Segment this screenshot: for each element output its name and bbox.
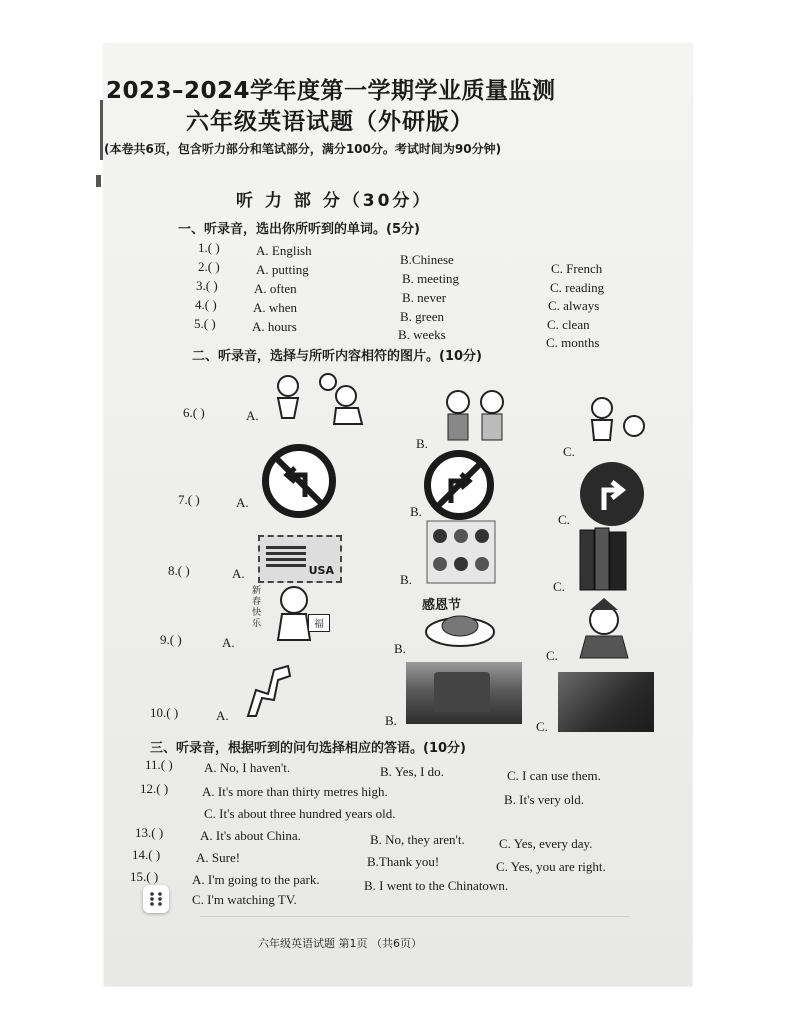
q6-label-b: B. — [416, 436, 428, 451]
q7-label-c: C. — [558, 512, 570, 527]
q3-option-a: A. often — [254, 281, 297, 296]
q10-label-a: A. — [216, 708, 229, 723]
q2-option-a: A. putting — [256, 262, 309, 277]
q9-number: 9.( ) — [160, 632, 182, 647]
q8-image-a-usa-stamp — [258, 535, 342, 583]
q12-option-a: A. It's more than thirty metres high. — [202, 784, 388, 799]
q1-option-b: B.Chinese — [400, 252, 454, 267]
q13-option-c: C. Yes, every day. — [499, 836, 593, 851]
q11-number: 11.( ) — [145, 757, 173, 772]
q7-image-a-no-left-turn-sign — [262, 444, 336, 518]
q15-option-a: A. I'm going to the park. — [192, 872, 320, 887]
q1-option-a: A. English — [256, 243, 312, 258]
fu-badge: 福 — [308, 614, 330, 632]
q8-number: 8.( ) — [168, 563, 190, 578]
q6-image-c-kids-cleaning — [582, 392, 654, 452]
q9-label-a: A. — [222, 635, 235, 650]
q15-option-c: C. I'm watching TV. — [192, 892, 297, 907]
exam-subtitle: 六年级英语试题（外研版） — [186, 109, 474, 135]
q4-number: 4.( ) — [195, 297, 217, 312]
part1-heading: 一、听录音，选出你所听到的单词。(5分) — [178, 222, 420, 237]
q10-label-c: C. — [536, 719, 548, 734]
page-edge-mark — [100, 100, 103, 160]
q7-label-b: B. — [410, 504, 422, 519]
q7-number: 7.( ) — [178, 492, 200, 507]
q4-option-a: A. when — [253, 300, 298, 315]
q15-number: 15.( ) — [130, 869, 159, 884]
q7-image-b-no-right-turn-sign — [424, 450, 494, 520]
listening-section-title: 听 力 部 分（30分） — [236, 191, 433, 211]
floating-menu-button[interactable] — [143, 885, 169, 913]
q10-image-c-wall-photo — [558, 672, 654, 732]
q8-image-b-mascot-stamps — [426, 520, 496, 584]
thanksgiving-text: 感恩节 — [422, 598, 462, 613]
q3-number: 3.( ) — [196, 278, 218, 293]
q8-label-b: B. — [400, 572, 412, 587]
q3-option-b: B. never — [402, 290, 447, 305]
q6-label-a: A. — [246, 408, 259, 423]
q11-option-b: B. Yes, I do. — [380, 764, 444, 779]
q9-label-c: C. — [546, 648, 558, 663]
q8-label-a: A. — [232, 566, 245, 581]
q1-number: 1.( ) — [198, 240, 220, 255]
q2-option-b: B. meeting — [402, 271, 460, 286]
q12-option-b: B. It's very old. — [504, 792, 584, 807]
q5-option-b: B. weeks — [398, 327, 446, 342]
q9-image-b-thanksgiving-card — [412, 592, 510, 650]
q9-image-c-christmas-card — [568, 596, 640, 660]
q4-option-c: C. clean — [547, 317, 590, 332]
q13-number: 13.( ) — [135, 825, 164, 840]
q11-option-a: A. No, I haven't. — [204, 760, 291, 775]
q9-image-a-spring-festival-card — [248, 580, 340, 644]
q12-number: 12.( ) — [140, 781, 169, 796]
grid-dots-icon — [149, 891, 163, 907]
exam-title: 2023–2024学年度第一学期学业质量监测 — [106, 78, 556, 104]
q1-option-c: C. French — [551, 261, 603, 276]
spring-greeting-text: 新春快乐 — [252, 586, 262, 629]
q12-option-c: C. It's about three hundred years old. — [204, 806, 396, 821]
part3-heading: 三、听录音，根据听到的问句选择相应的答语。(10分) — [150, 741, 466, 756]
page-footer: 六年级英语试题 第1页 （共6页） — [258, 937, 422, 950]
q8-label-c: C. — [553, 579, 565, 594]
q6-label-c: C. — [563, 444, 575, 459]
q14-number: 14.( ) — [132, 847, 161, 862]
q5-option-a: A. hours — [252, 319, 297, 334]
q4-option-b: B. green — [400, 309, 445, 324]
q10-number: 10.( ) — [150, 705, 179, 720]
stamp-text: USA — [308, 564, 334, 577]
exam-note: (本卷共6页，包含听力部分和笔试部分，满分100分。考试时间为90分钟) — [104, 142, 502, 156]
divider-line — [200, 916, 630, 917]
q9-label-b: B. — [394, 641, 406, 656]
q13-option-b: B. No, they aren't. — [370, 832, 465, 847]
q5-option-c: C. months — [546, 335, 600, 350]
q10-image-b-landmark-photo — [406, 662, 522, 724]
q14-option-c: C. Yes, you are right. — [496, 859, 606, 874]
q14-option-a: A. Sure! — [196, 850, 241, 865]
q10-label-b: B. — [385, 713, 397, 728]
q10-image-a-great-wall — [244, 660, 294, 718]
q2-option-c: C. reading — [550, 280, 605, 295]
q6-image-a-kids-playing — [266, 368, 371, 428]
q6-number: 6.( ) — [183, 405, 205, 420]
q3-option-c: C. always — [548, 298, 600, 313]
q7-label-a: A. — [236, 495, 249, 510]
q7-image-c-turn-right-sign — [578, 460, 646, 528]
q8-image-c-book-set — [578, 526, 630, 592]
q5-number: 5.( ) — [194, 316, 216, 331]
q14-option-b: B.Thank you! — [367, 854, 440, 869]
page-edge-mark-small — [96, 175, 101, 187]
q15-option-b: B. I went to the Chinatown. — [364, 878, 509, 893]
q2-number: 2.( ) — [198, 259, 220, 274]
q6-image-b-two-kids — [440, 388, 515, 450]
q11-option-c: C. I can use them. — [507, 768, 601, 783]
part2-heading: 二、听录音，选择与所听内容相符的图片。(10分) — [192, 349, 482, 364]
q13-option-a: A. It's about China. — [200, 828, 301, 843]
